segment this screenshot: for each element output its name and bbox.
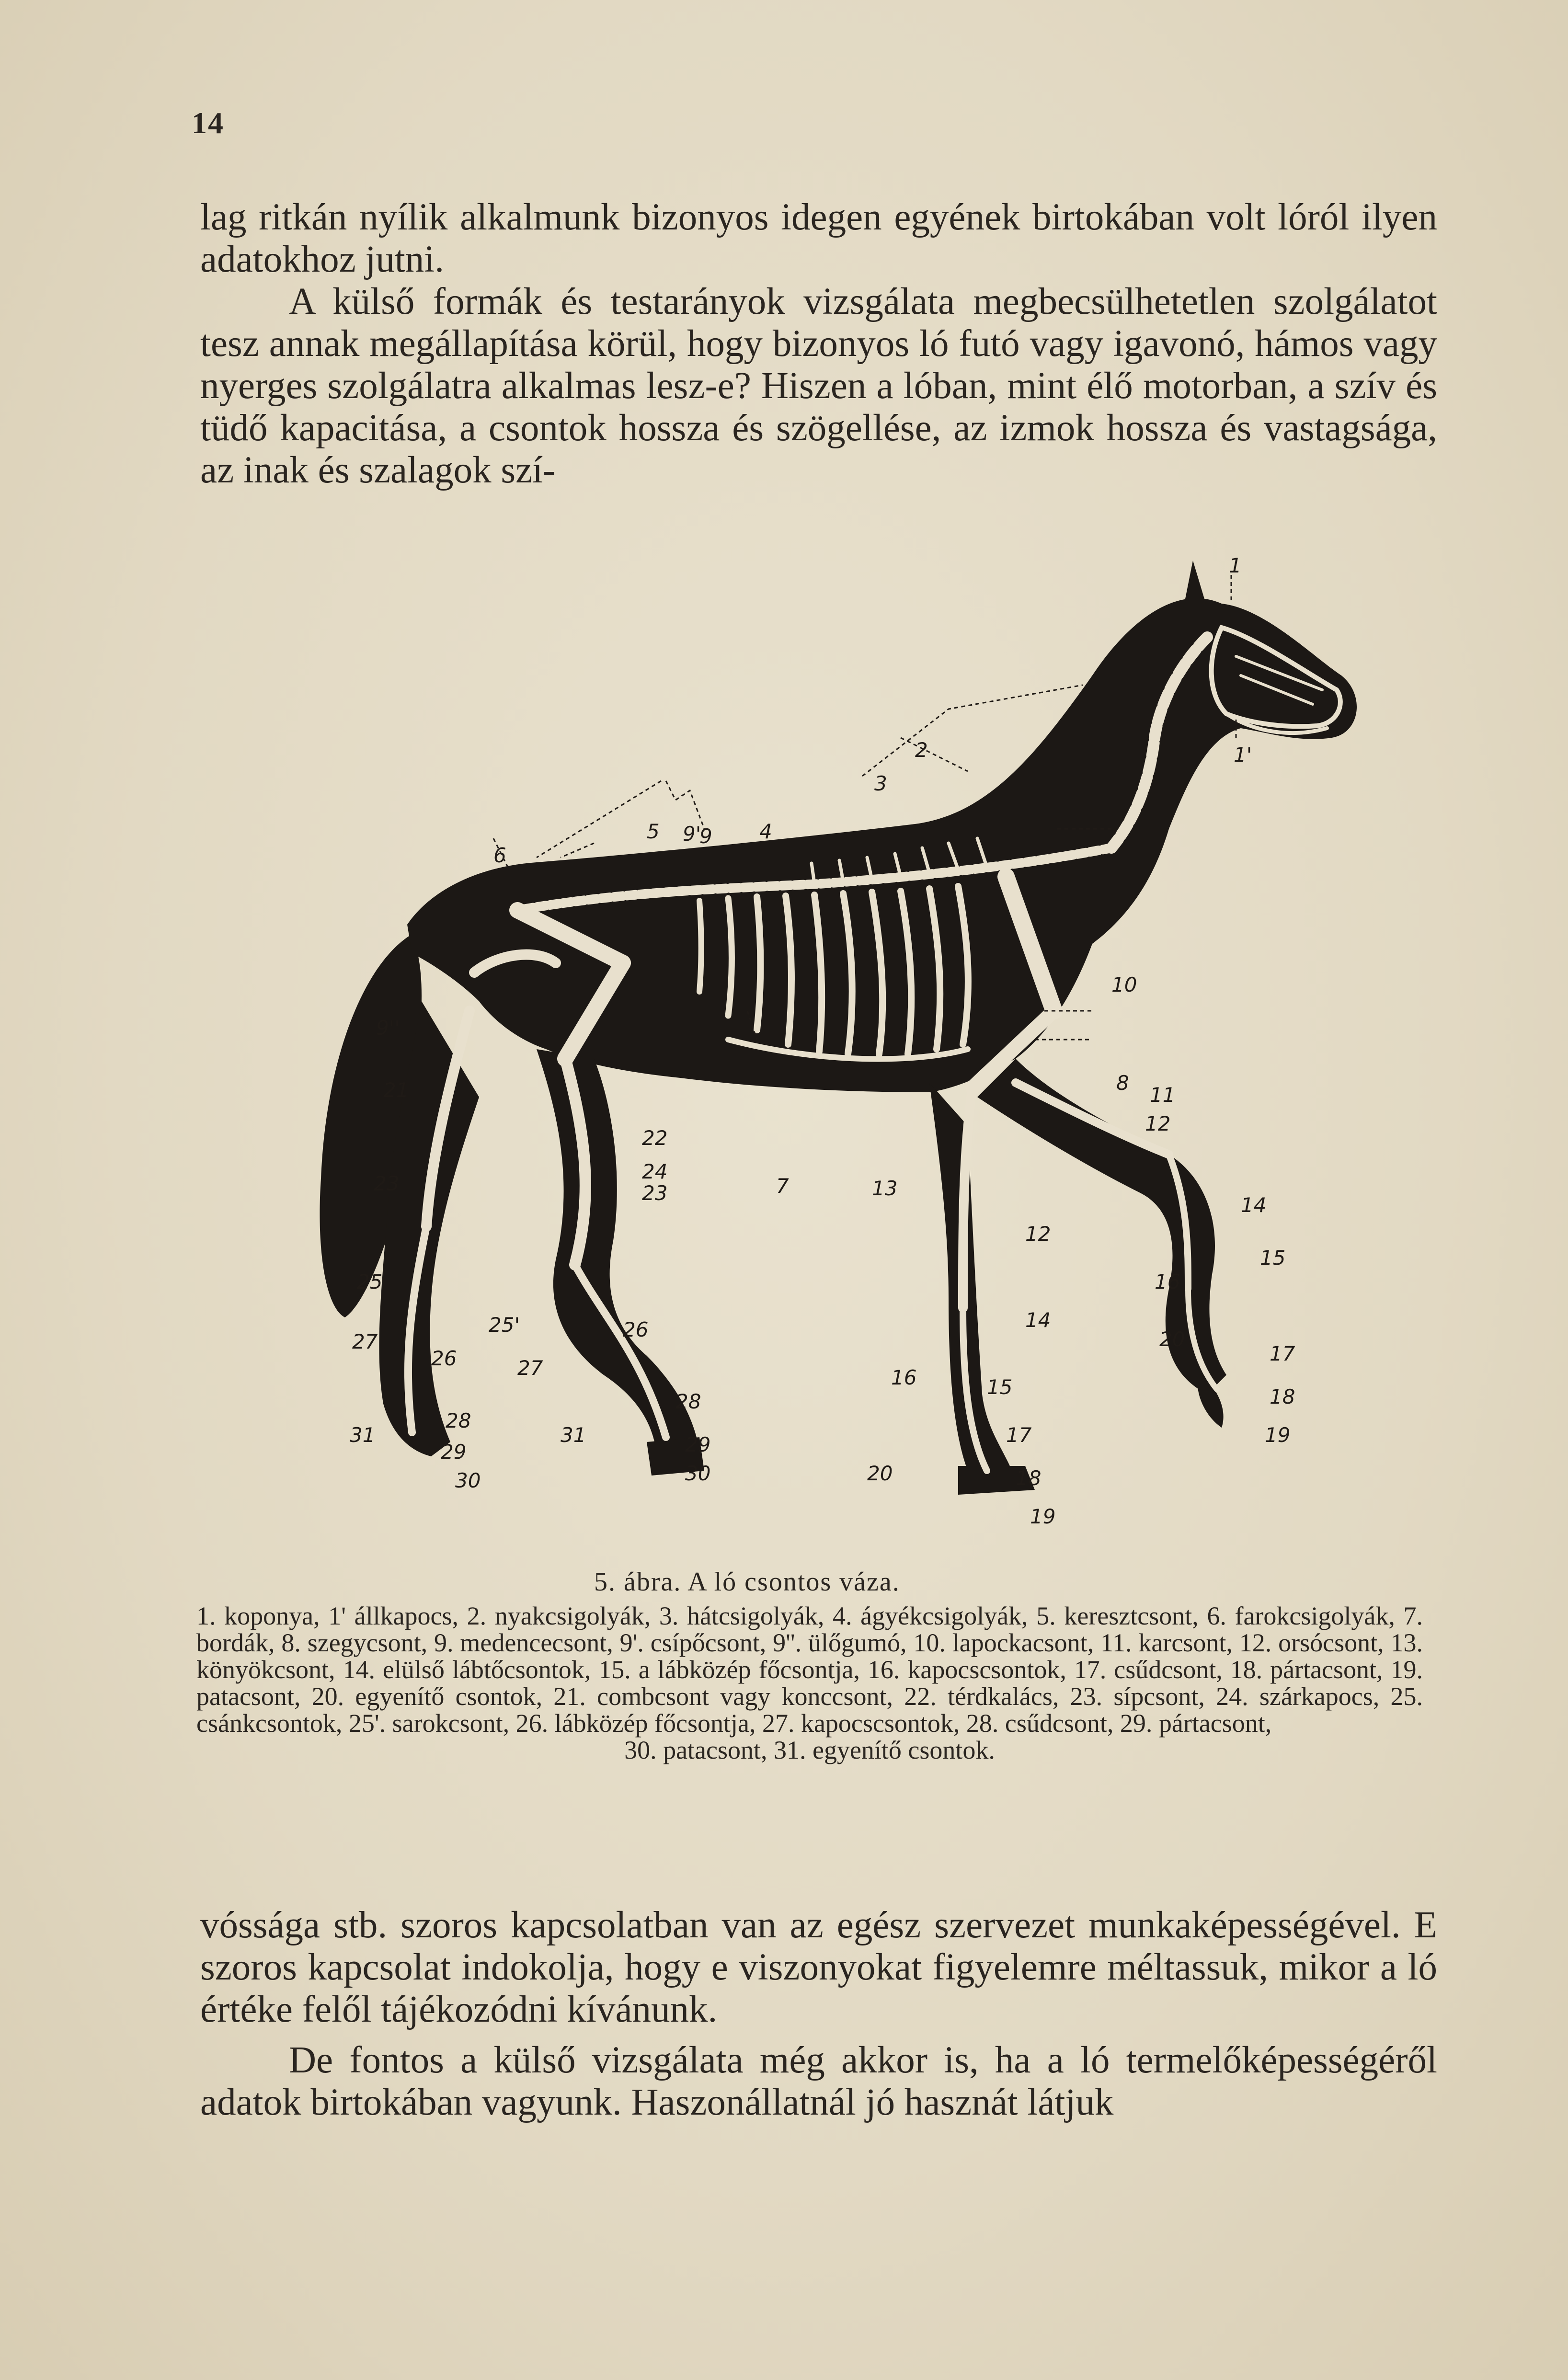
label-10: 10 [1111, 973, 1137, 996]
label-21: 21 [383, 1078, 409, 1102]
label-25-prime: 25' [489, 1313, 520, 1337]
label-6: 6 [493, 844, 506, 867]
label-22: 22 [642, 1126, 668, 1150]
label-9-prime: 9' [683, 822, 701, 846]
hind-leg-front [537, 1049, 699, 1452]
label-25: 25 [357, 1270, 383, 1293]
label-2: 2 [915, 738, 928, 762]
label-18: 18 [1016, 1466, 1042, 1490]
label-18-raised: 18 [1270, 1385, 1295, 1408]
bottom-text [200, 1904, 1437, 2124]
figure-caption: 5. ábra. A ló csontos váza. [594, 1567, 900, 1597]
paragraph: vóssága stb. szoros kapcsolatban van az egész szervezet munkaképességével. E szoros kapcsolat indokolja, hogy e viszonyokat figyelemre méltassuk, mikor a ló értéke felől tájékozódni kívánunk. [200, 1904, 1437, 2030]
label-27-front: 27 [517, 1356, 543, 1380]
label-31-front: 31 [561, 1423, 586, 1447]
label-16: 16 [891, 1366, 917, 1389]
label-23: 23 [374, 1172, 400, 1195]
label-1-prime: 1' [1234, 743, 1252, 767]
label-20: 20 [867, 1462, 893, 1485]
label-12: 12 [1145, 1112, 1171, 1135]
label-20-raised: 20 [1159, 1327, 1185, 1351]
label-11: 11 [1150, 1083, 1176, 1107]
label-14: 14 [1025, 1308, 1051, 1332]
label-28: 28 [446, 1409, 471, 1432]
label-23-front: 23 [642, 1181, 668, 1205]
label-3: 3 [874, 772, 887, 795]
page-number: 14 [192, 106, 224, 140]
label-28-front: 28 [675, 1390, 701, 1413]
legend-text: 1. koponya, 1' állkapocs, 2. nyakcsigolyák, 3. hátcsigolyák, 4. ágyékcsigolyák, 5. keresztcsont, 6. farokcsigolyák, 7. bordák, 8. szegycsont, 9. medencecsont, 9'. csípőcsont, 9''. ülőgumó, 10. lapockacsont, 11. karcsont, 12. orsócsont, 13. könyökcsont, 14. elülső lábtőcsontok, 15. a lábközép főcsontja, 16. kapocscsontok, 17. csűdcsont, 18. pártacsont, 19. patacsont, 20. egyenítő csontok, 21. combcsont vagy konccsont, 22. térdkalács, 23. sípcsont, 24. szárkapocs, 25. csánkcsontok, 25'. sarokcsont, 26. lábközép főcsontja, 27. kapocscsontok, 28. csűdcsont, 29. pártacsont, [196, 1602, 1423, 1738]
horse-skeleton-illustration [268, 532, 1385, 1567]
paragraph: De fontos a külső vizsgálata még akkor is, ha a ló termelőképességéről adatok birtokában vagyunk. Haszonállatnál jó hasznát látjuk [200, 2039, 1437, 2123]
paragraph: lag ritkán nyílik alkalmunk bizonyos idegen egyének birtokában volt lóról ilyen adatokhoz jutni. [200, 196, 1437, 280]
label-26: 26 [623, 1318, 649, 1341]
figure-legend [196, 1602, 1423, 1763]
label-5: 5 [647, 820, 660, 843]
label-4: 4 [759, 820, 772, 843]
label-12-lower: 12 [1025, 1222, 1051, 1246]
ear [1183, 561, 1207, 608]
horse-skeleton-figure [268, 532, 1385, 1567]
label-30: 30 [455, 1469, 481, 1492]
label-19-raised: 19 [1265, 1423, 1291, 1447]
top-text [200, 196, 1437, 492]
label-27: 27 [352, 1330, 378, 1353]
label-17: 17 [1006, 1423, 1032, 1447]
label-30-front: 30 [685, 1462, 711, 1485]
label-13: 13 [872, 1177, 898, 1200]
label-24: 24 [642, 1160, 668, 1183]
label-8: 8 [1116, 1071, 1129, 1095]
label-26-back: 26 [431, 1347, 457, 1370]
paragraph: A külső formák és testarányok vizsgálata megbecsülhetetlen szolgálatot tesz annak megállapítása körül, hogy bizonyos ló futó vagy igavonó, hámos vagy nyerges szolgálatra alkalmas lesz-e? Hiszen a lóban, mint élő motorban, a szív és tüdő kapacitása, a csontok hossza és szögellése, az izmok hossza és vastagsága, az inak és szalagok szí- [200, 281, 1437, 491]
label-14-raised: 14 [1241, 1193, 1267, 1217]
label-9: 9 [699, 824, 712, 848]
label-29-front: 29 [685, 1433, 711, 1456]
label-15: 15 [987, 1375, 1013, 1399]
label-16-raised: 16 [1155, 1270, 1180, 1293]
label-9-double-prime: 9'' [376, 1016, 400, 1040]
label-1: 1 [1229, 554, 1242, 577]
label-15-raised: 15 [1260, 1246, 1286, 1270]
legend-text-end: 30. patacsont, 31. egyenítő csontok. [624, 1736, 995, 1764]
label-29: 29 [441, 1440, 467, 1464]
label-17-raised: 17 [1270, 1342, 1295, 1365]
label-31: 31 [350, 1423, 376, 1447]
label-7: 7 [776, 1174, 789, 1198]
label-19: 19 [1030, 1505, 1056, 1528]
